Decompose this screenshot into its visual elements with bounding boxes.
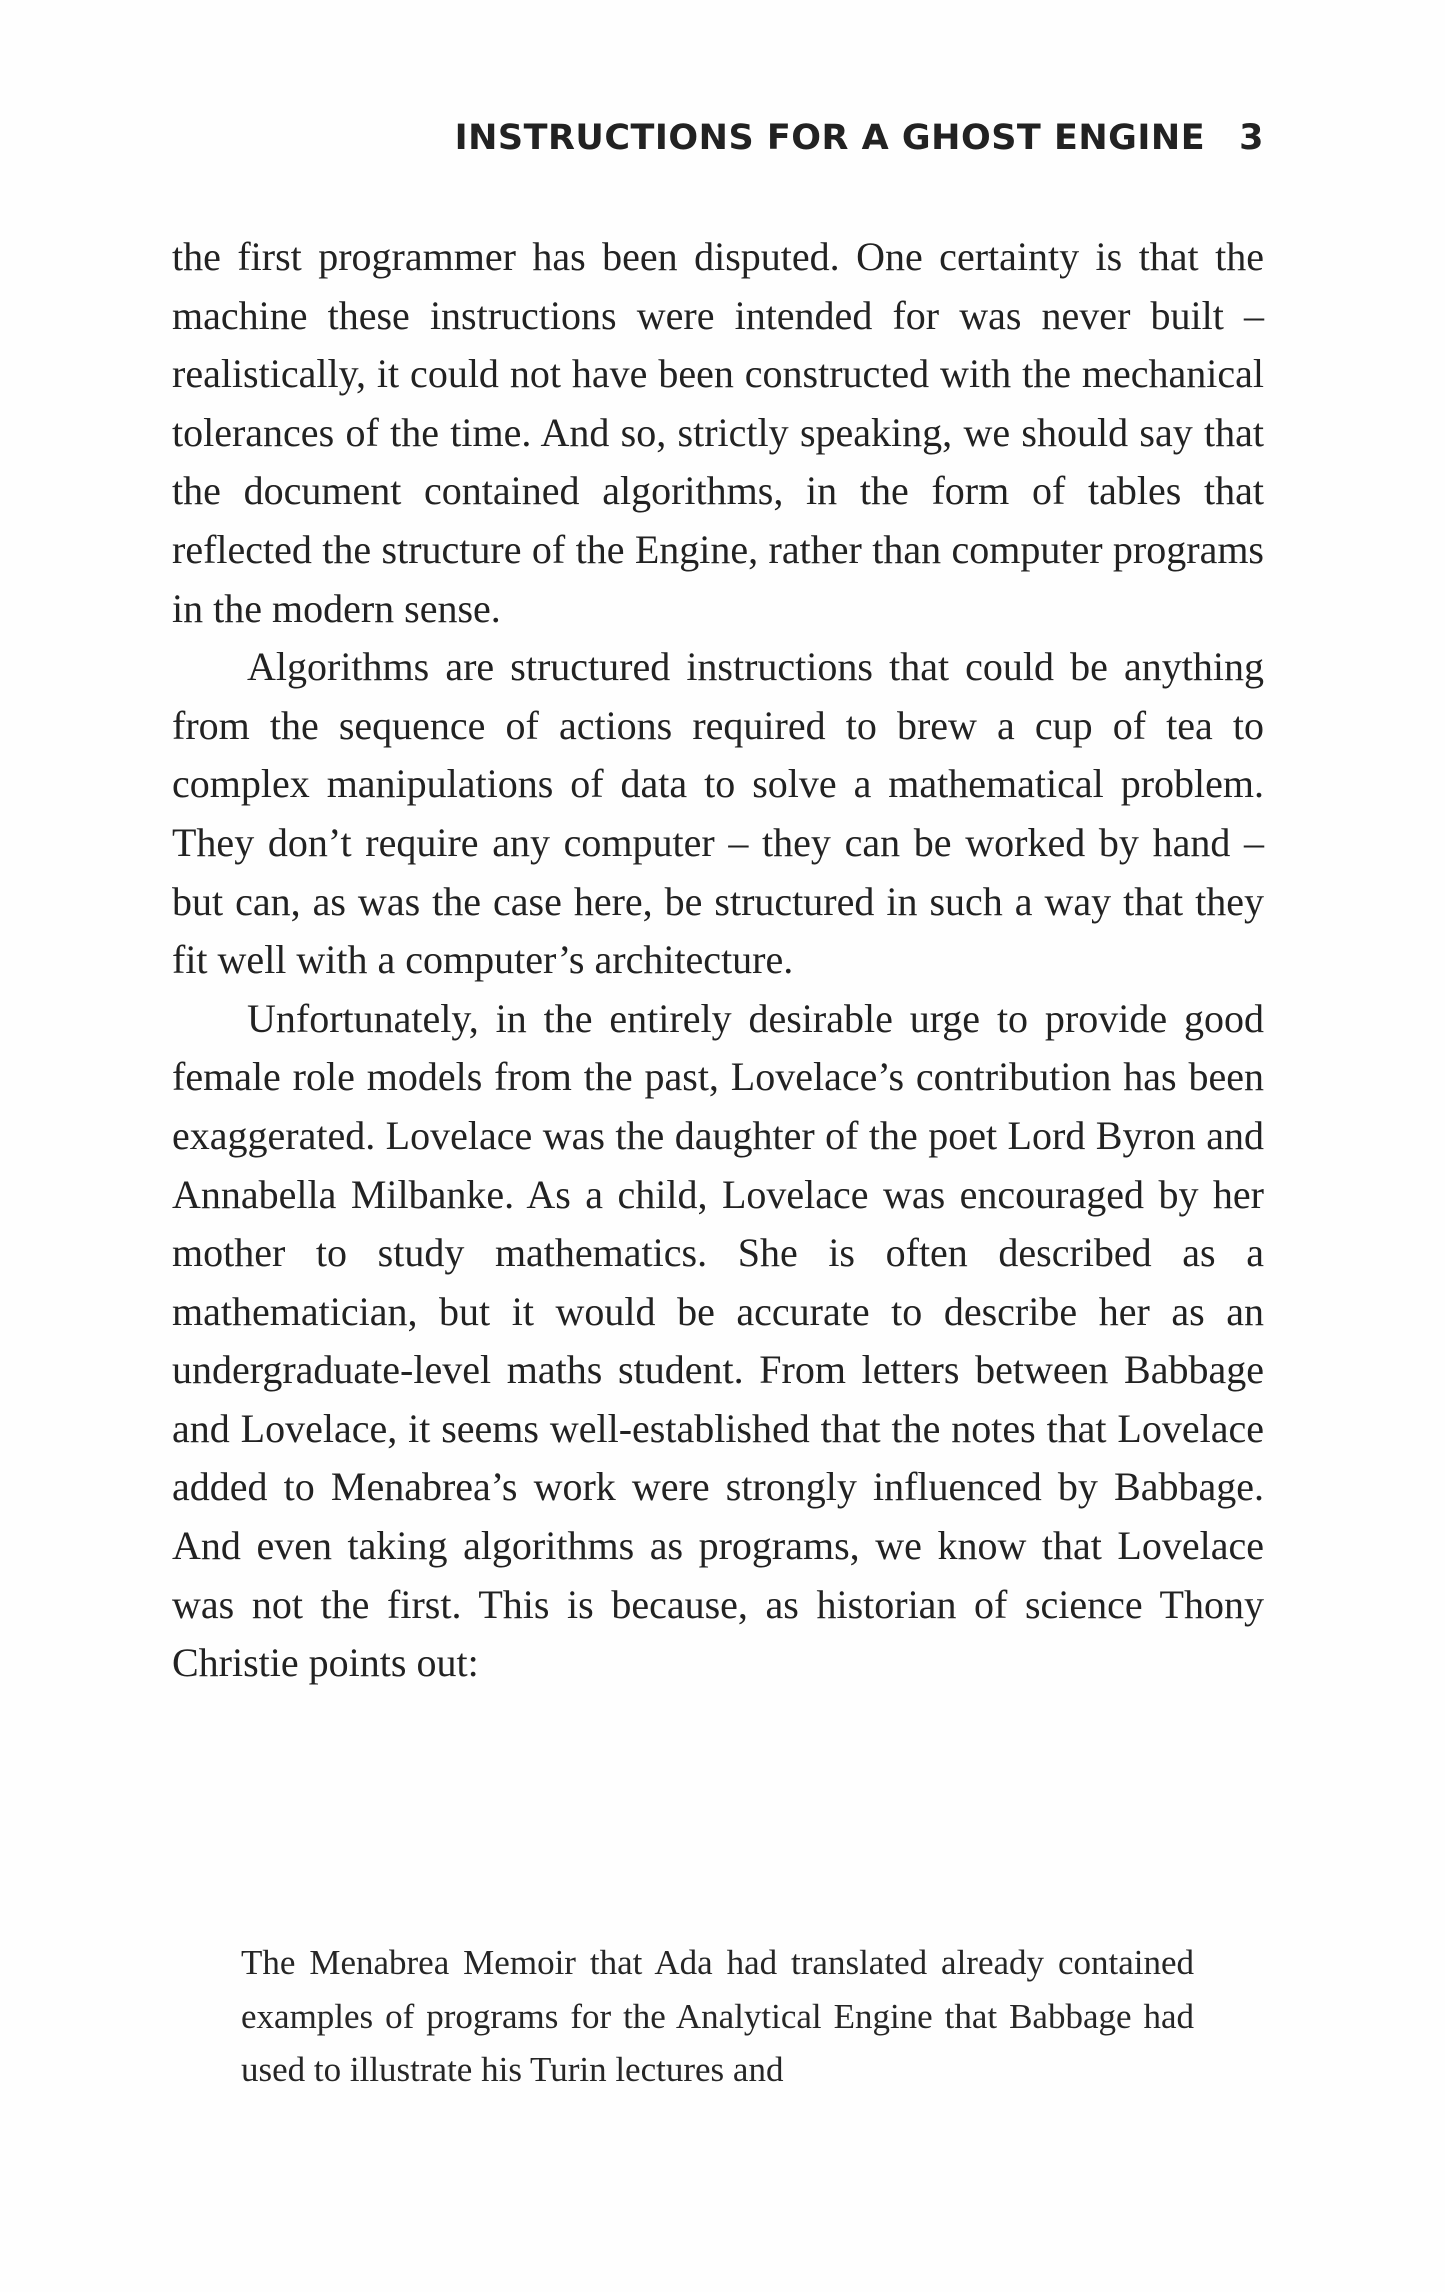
running-head [172, 118, 1264, 158]
page-number: 3 [1239, 118, 1264, 158]
body-text [172, 228, 1264, 1693]
paragraph-2: Algorithms are structured instructions that could be anything from the sequence of actions required to brew a cup of tea to complex manipulations of data to solve a mathematical problem. They don’t require any computer – they can be worked by hand – but can, as was the case here, be structured in such a way that they fit well with a computer’s architecture. [172, 644, 1264, 983]
paragraph-1: the first programmer has been disputed. One certainty is that the machine these instructions were intended for was never built – realistically, it could not have been constructed with the mechanical tolerances of the time. And so, strictly speaking, we should say that the document contained algorithms, in the form of tables that reflected the structure of the Engine, rather than computer programs in the modern sense. [172, 234, 1264, 631]
block-quote [241, 1936, 1194, 2097]
running-title: INSTRUCTIONS FOR A GHOST ENGINE [454, 118, 1206, 158]
block-quote-text: The Menabrea Memoir that Ada had translated already contained examples of programs for the Analytical Engine that Babbage had used to illustrate his Turin lectures and [241, 1943, 1194, 2089]
paragraph-3: Unfortunately, in the entirely desirable urge to provide good female role models from the past, Lovelace’s contribution has been exaggerated. Lovelace was the daughter of the poet Lord Byron and Annabella Milbanke. As a child, Lovelace was encouraged by her mother to study mathematics. She is often described as a mathematician, but it would be accurate to describe her as an undergraduate-level maths student. From letters between Babbage and Lovelace, it seems well-established that the notes that Lovelace added to Menabrea’s work were strongly influenced by Babbage. And even taking algorithms as programs, we know that Lovelace was not the first. This is because, as historian of science Thony Christie points out: [172, 995, 1264, 1686]
